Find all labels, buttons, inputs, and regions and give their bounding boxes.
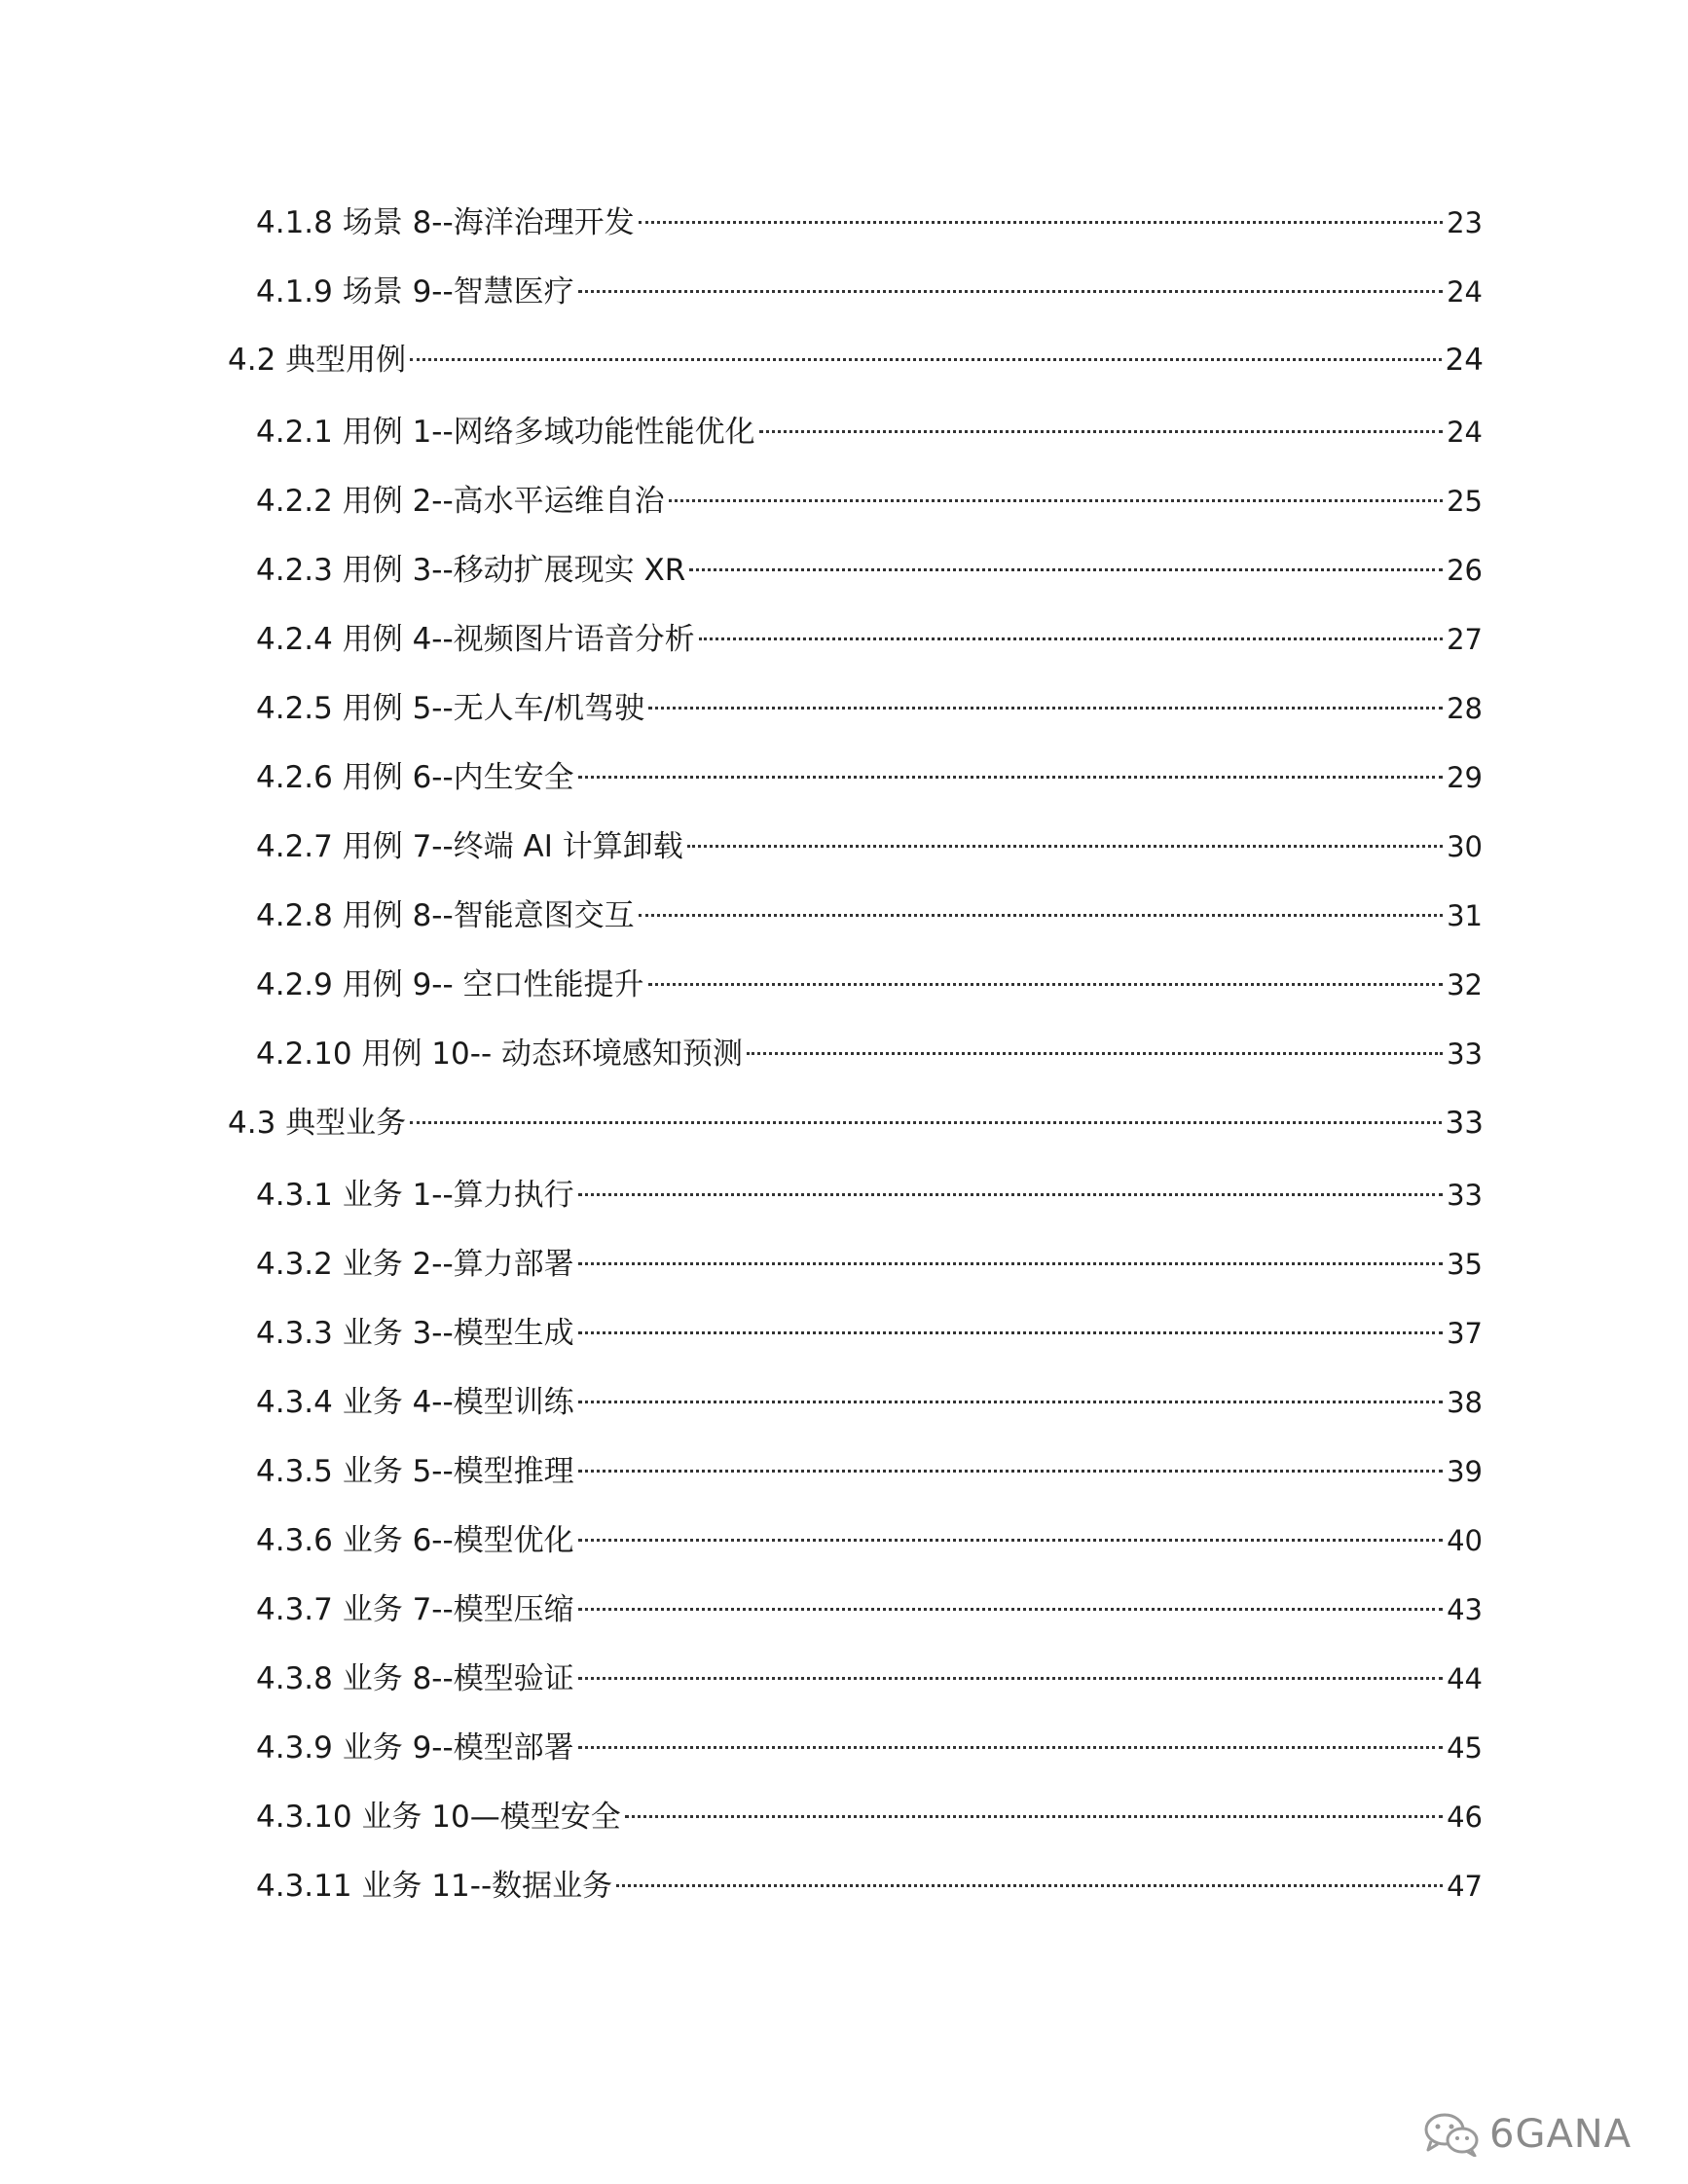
toc-entry-title: 4.2.6 用例 6--内生安全 [256, 760, 574, 795]
toc-entry-page: 45 [1447, 1731, 1483, 1765]
toc-entry-page: 28 [1447, 692, 1483, 725]
toc-dot-leader [669, 499, 1443, 502]
toc-entry-title: 4.3.11 业务 11--数据业务 [256, 1869, 613, 1904]
toc-dot-leader [578, 1401, 1443, 1403]
toc-entry-title: 4.3.2 业务 2--算力部署 [256, 1247, 574, 1282]
toc-entry-title: 4.3.7 业务 7--模型压缩 [256, 1592, 574, 1627]
toc-dot-leader [747, 1052, 1443, 1055]
toc-dot-leader [648, 983, 1444, 986]
toc-entry-title: 4.2.10 用例 10-- 动态环境感知预测 [256, 1037, 743, 1072]
toc-entry-title: 4.3.3 业务 3--模型生成 [256, 1316, 574, 1351]
toc-entry-page: 24 [1447, 275, 1483, 309]
toc-entry[interactable] [256, 543, 1483, 598]
toc-entry-title: 4.1.8 场景 8--海洋治理开发 [256, 205, 635, 240]
toc-dot-leader [616, 1884, 1443, 1887]
toc-entry-page: 35 [1447, 1248, 1483, 1281]
toc-entry[interactable] [256, 1168, 1483, 1222]
toc-entry-title: 4.2.2 用例 2--高水平运维自治 [256, 484, 665, 519]
toc-entry-page: 32 [1447, 968, 1483, 1001]
toc-entry[interactable] [256, 819, 1483, 874]
toc-dot-leader [578, 1331, 1443, 1334]
toc-entry-page: 44 [1447, 1662, 1483, 1695]
toc-dot-leader [689, 568, 1443, 571]
toc-entry[interactable] [256, 1513, 1483, 1568]
toc-dot-leader [699, 637, 1443, 640]
toc-entry-page: 39 [1447, 1455, 1483, 1488]
toc-entry-title: 4.2.1 用例 1--网络多域功能性能优化 [256, 415, 755, 450]
toc-entry-title: 4.3.5 业务 5--模型推理 [256, 1454, 574, 1489]
toc-entry-title: 4.3 典型业务 [228, 1106, 407, 1141]
toc-dot-leader [410, 358, 1441, 361]
toc-dot-leader [687, 845, 1443, 848]
toc-entry-title: 4.3.10 业务 10—模型安全 [256, 1800, 621, 1835]
toc-entry[interactable] [256, 265, 1483, 319]
toc-entry[interactable] [256, 1306, 1483, 1361]
toc-entry-title: 4.2.8 用例 8--智能意图交互 [256, 898, 635, 933]
toc-entry-page: 47 [1447, 1870, 1483, 1903]
toc-dot-leader [410, 1121, 1441, 1124]
toc-entry-title: 4.3.6 业务 6--模型优化 [256, 1523, 574, 1558]
toc-entry[interactable] [228, 1096, 1484, 1150]
toc-entry-title: 4.2.4 用例 4--视频图片语音分析 [256, 622, 695, 657]
toc-entry-page: 43 [1447, 1593, 1483, 1626]
toc-entry[interactable] [256, 889, 1483, 943]
toc-entry-page: 33 [1447, 1179, 1483, 1212]
wechat-icon [1423, 2112, 1482, 2157]
toc-entry-page: 23 [1447, 206, 1483, 239]
toc-entry-title: 4.1.9 场景 9--智慧医疗 [256, 274, 574, 309]
toc-entry[interactable] [256, 196, 1483, 250]
toc-entry[interactable] [256, 1859, 1483, 1913]
toc-dot-leader [578, 1746, 1443, 1749]
toc-entry-title: 4.3.9 业务 9--模型部署 [256, 1730, 574, 1765]
toc-entry[interactable] [228, 333, 1484, 387]
toc-entry-page: 24 [1447, 416, 1483, 449]
toc-entry-page: 24 [1445, 343, 1484, 378]
toc-dot-leader [578, 290, 1443, 293]
wechat-watermark [1423, 2110, 1632, 2159]
toc-entry-page: 37 [1447, 1317, 1483, 1350]
toc-entry-title: 4.3.8 业务 8--模型验证 [256, 1661, 574, 1696]
toc-entry[interactable] [256, 474, 1483, 528]
toc-entry-title: 4.3.1 业务 1--算力执行 [256, 1178, 574, 1213]
toc-entry-page: 33 [1447, 1037, 1483, 1071]
toc-entry-page: 29 [1447, 761, 1483, 794]
toc-entry-page: 26 [1447, 554, 1483, 587]
toc-dot-leader [578, 1262, 1443, 1265]
toc-dot-leader [578, 1677, 1443, 1680]
toc-entry-page: 31 [1447, 899, 1483, 932]
toc-dot-leader [639, 221, 1443, 224]
toc-entry[interactable] [256, 1790, 1483, 1844]
toc-entry-page: 38 [1447, 1386, 1483, 1419]
toc-entry-page: 46 [1447, 1801, 1483, 1834]
toc-entry[interactable] [256, 681, 1483, 736]
toc-entry[interactable] [256, 1652, 1483, 1706]
toc-entry[interactable] [256, 750, 1483, 805]
toc-entry-page: 30 [1447, 830, 1483, 863]
toc-entry-title: 4.2.5 用例 5--无人车/机驾驶 [256, 691, 645, 726]
toc-entry[interactable] [256, 1237, 1483, 1292]
toc-entry[interactable] [256, 1721, 1483, 1775]
toc-dot-leader [578, 1608, 1443, 1611]
toc-dot-leader [759, 430, 1443, 433]
toc-entry[interactable] [256, 405, 1483, 459]
toc-dot-leader [578, 1470, 1443, 1473]
toc-entry[interactable] [256, 1583, 1483, 1637]
toc-dot-leader [578, 1193, 1443, 1196]
toc-dot-leader [578, 1539, 1443, 1542]
toc-entry-title: 4.2.9 用例 9-- 空口性能提升 [256, 967, 644, 1002]
toc-entry-title: 4.2.7 用例 7--终端 AI 计算卸载 [256, 829, 683, 864]
toc-dot-leader [578, 776, 1443, 779]
toc-dot-leader [625, 1815, 1443, 1818]
toc-entry-title: 4.3.4 业务 4--模型训练 [256, 1385, 574, 1420]
toc-entry-title: 4.2.3 用例 3--移动扩展现实 XR [256, 553, 686, 588]
toc-entry[interactable] [256, 1375, 1483, 1430]
toc-entry[interactable] [256, 1444, 1483, 1499]
toc-entry-page: 27 [1447, 623, 1483, 656]
toc-entry[interactable] [256, 1027, 1483, 1081]
toc-dot-leader [639, 914, 1443, 917]
toc-dot-leader [648, 707, 1443, 710]
watermark-text: 6GANA [1489, 2112, 1633, 2157]
toc-entry[interactable] [256, 958, 1483, 1012]
toc-entry-page: 25 [1447, 485, 1483, 518]
toc-entry[interactable] [256, 612, 1483, 667]
toc-entry-page: 33 [1445, 1106, 1484, 1141]
toc-entry-page: 40 [1447, 1524, 1483, 1557]
toc-entry-title: 4.2 典型用例 [228, 343, 407, 378]
